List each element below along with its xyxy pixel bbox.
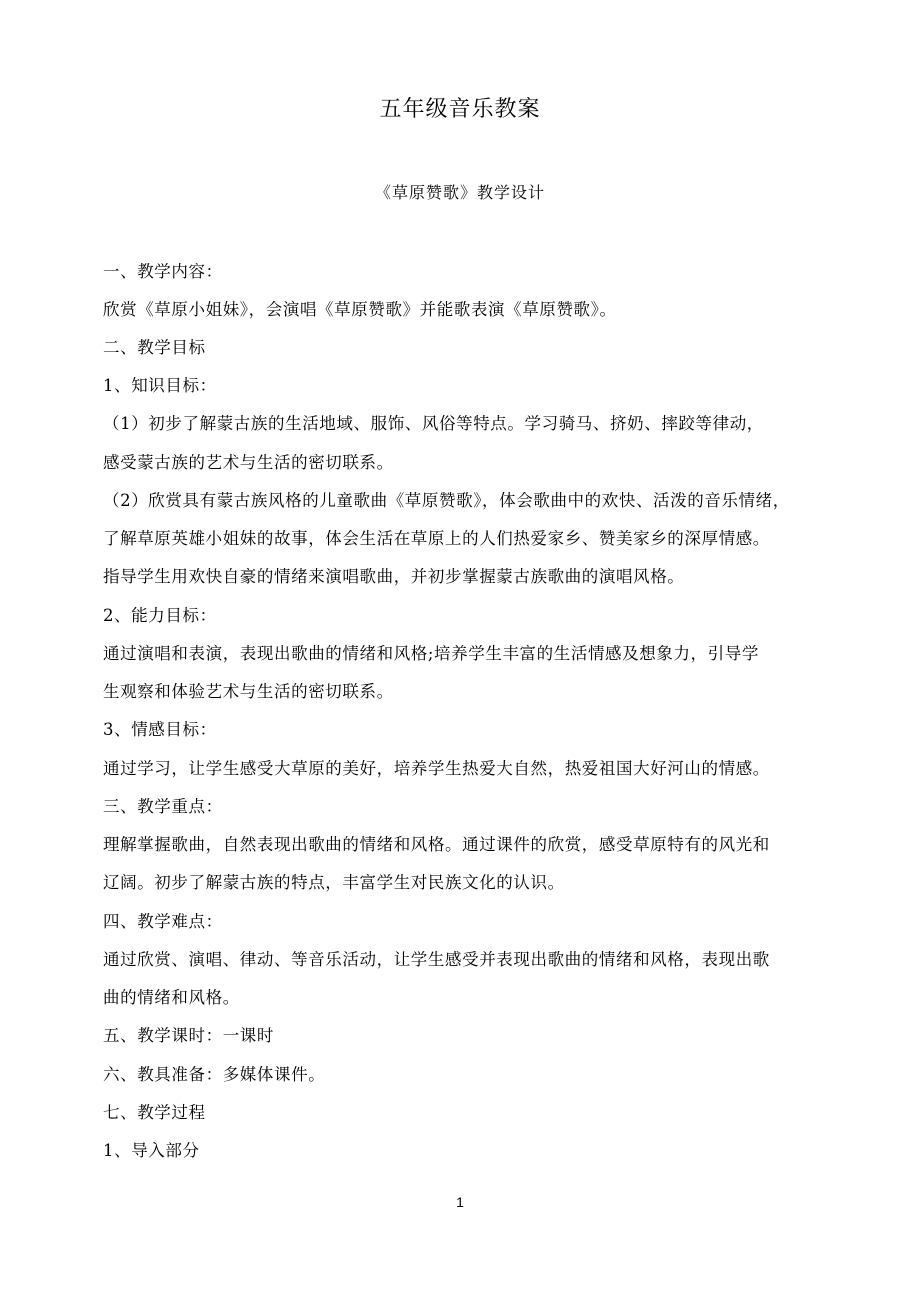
subheading-ability-goals: 2、能力目标： [103, 606, 217, 625]
subheading-introduction: 1、导入部分 [103, 1141, 200, 1160]
document-title: 五年级音乐教案 [379, 97, 541, 122]
paragraph-line: 通过欣赏、演唱、律动、等音乐活动，让学生感受并表现出歌曲的情绪和风格，表现出歌 [103, 950, 770, 969]
paragraph-line: 生观察和体验艺术与生活的密切联系。 [103, 682, 394, 701]
subheading-emotion-goals: 3、情感目标： [103, 720, 217, 739]
subheading-knowledge-goals: 1、知识目标： [103, 376, 217, 395]
section-heading-materials: 六、教具准备：多媒体课件。 [103, 1065, 326, 1084]
paragraph-line: 感受蒙古族的艺术与生活的密切联系。 [103, 453, 394, 472]
paragraph-line: 通过学习，让学生感受大草原的美好，培养学生热爱大自然，热爱祖国大好河山的情感。 [103, 759, 770, 778]
paragraph-line: 理解掌握歌曲，自然表现出歌曲的情绪和风格。通过课件的欣赏，感受草原特有的风光和 [103, 835, 770, 854]
document-subtitle: 《草原赞歌》教学设计 [374, 183, 545, 202]
paragraph-line: （1）初步了解蒙古族的生活地域、服饰、风俗等特点。学习骑马、挤奶、摔跤等律动， [103, 414, 764, 433]
page-number: 1 [456, 1194, 464, 1210]
paragraph-line: 曲的情绪和风格。 [103, 988, 240, 1007]
section-heading-process: 七、教学过程 [103, 1103, 206, 1122]
section-heading-class-hours: 五、教学课时：一课时 [103, 1026, 274, 1045]
paragraph-line: 欣赏《草原小姐妹》，会演唱《草原赞歌》并能歌表演《草原赞歌》。 [103, 300, 617, 319]
paragraph-line: 辽阔。初步了解蒙古族的特点，丰富学生对民族文化的认识。 [103, 873, 565, 892]
section-heading-content: 一、教学内容： [103, 262, 223, 281]
section-heading-key-points: 三、教学重点： [103, 797, 223, 816]
paragraph-line: （2）欣赏具有蒙古族风格的儿童歌曲《草原赞歌》，体会歌曲中的欢快、活泼的音乐情绪， [103, 491, 790, 510]
paragraph-line: 指导学生用欢快自豪的情绪来演唱歌曲，并初步掌握蒙古族歌曲的演唱风格。 [103, 567, 685, 586]
section-heading-difficulties: 四、教学难点： [103, 912, 223, 931]
paragraph-line: 通过演唱和表演，表现出歌曲的情绪和风格;培养学生丰富的生活情感及想象力，引导学 [103, 644, 759, 663]
paragraph-line: 了解草原英雄小姐妹的故事，体会生活在草原上的人们热爱家乡、赞美家乡的深厚情感。 [103, 529, 770, 548]
section-heading-goals: 二、教学目标 [103, 338, 206, 357]
